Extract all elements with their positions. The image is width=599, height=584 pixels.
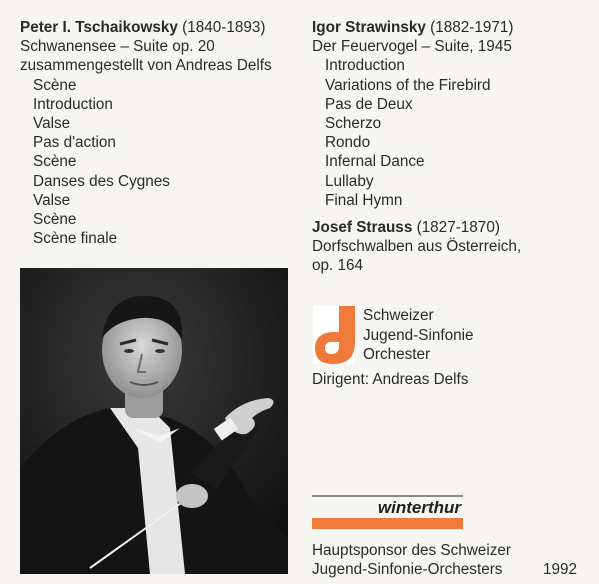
tschaikowsky-program <box>20 18 310 248</box>
composer-dates: (1840-1893) <box>182 19 266 36</box>
orchestra-name-line: Orchester <box>363 346 431 363</box>
winterthur-logo <box>312 495 463 529</box>
strawinsky-strauss-program <box>312 18 592 276</box>
movement: Infernal Dance <box>325 153 425 171</box>
orchestra-name-line: Jugend-Sinfonie <box>363 326 474 344</box>
movement: Final Hymn <box>325 191 403 209</box>
composer-dates: (1882-1971) <box>430 19 514 36</box>
movement: Scène finale <box>33 230 118 248</box>
movement: Scène <box>33 211 77 229</box>
orchestra-name-line: Schweizer <box>363 307 434 324</box>
conductor-photo <box>20 268 288 574</box>
movement: Pas d'action <box>33 134 116 152</box>
movement: Variations of the Firebird <box>325 76 491 94</box>
sponsor-line: Hauptsponsor des Schweizer <box>312 542 511 559</box>
arranger-note: zusammengestellt von Andreas Delfs <box>20 57 272 75</box>
year: 1992 <box>543 561 578 578</box>
composer-heading <box>312 18 592 37</box>
movement: Scène <box>33 76 77 94</box>
conductor-illustration <box>20 268 288 574</box>
sponsor-line: Jugend-Sinfonie-Orchesters <box>312 561 503 579</box>
movement: Rondo <box>325 134 371 152</box>
work-title: Schwanensee – Suite op. 20 <box>20 38 215 56</box>
composer-name: Peter I. Tschaikowsky <box>20 19 178 36</box>
composer-heading <box>20 18 310 37</box>
winterthur-wordmark: winterthur <box>377 498 461 517</box>
movement: Lullaby <box>325 172 374 190</box>
movement: Valse <box>33 191 71 209</box>
music-note-logo-icon <box>313 306 355 364</box>
work-title: Der Feuervogel – Suite, 1945 <box>312 38 512 56</box>
sponsor-note <box>312 541 511 579</box>
movement: Introduction <box>33 95 113 113</box>
composer-name: Josef Strauss <box>312 219 413 237</box>
movement: Valse <box>33 115 71 133</box>
work-title: Dorfschwalben aus Österreich, <box>312 238 522 256</box>
orchestra-name <box>363 306 474 365</box>
movement: Scherzo <box>325 115 382 133</box>
orchestra-logo <box>313 306 474 365</box>
composer-heading <box>312 218 592 237</box>
composer-dates: (1827-1870) <box>416 219 500 237</box>
movement: Scène <box>33 153 77 171</box>
logo-orange-bar <box>312 518 463 529</box>
movement: Introduction <box>325 57 405 75</box>
movement: Danses des Cygnes <box>33 172 170 190</box>
conductor-credit: Dirigent: Andreas Delfs <box>312 371 469 388</box>
movement: Pas de Deux <box>325 95 413 113</box>
work-opus: op. 164 <box>312 257 364 275</box>
composer-name: Igor Strawinsky <box>312 19 426 36</box>
